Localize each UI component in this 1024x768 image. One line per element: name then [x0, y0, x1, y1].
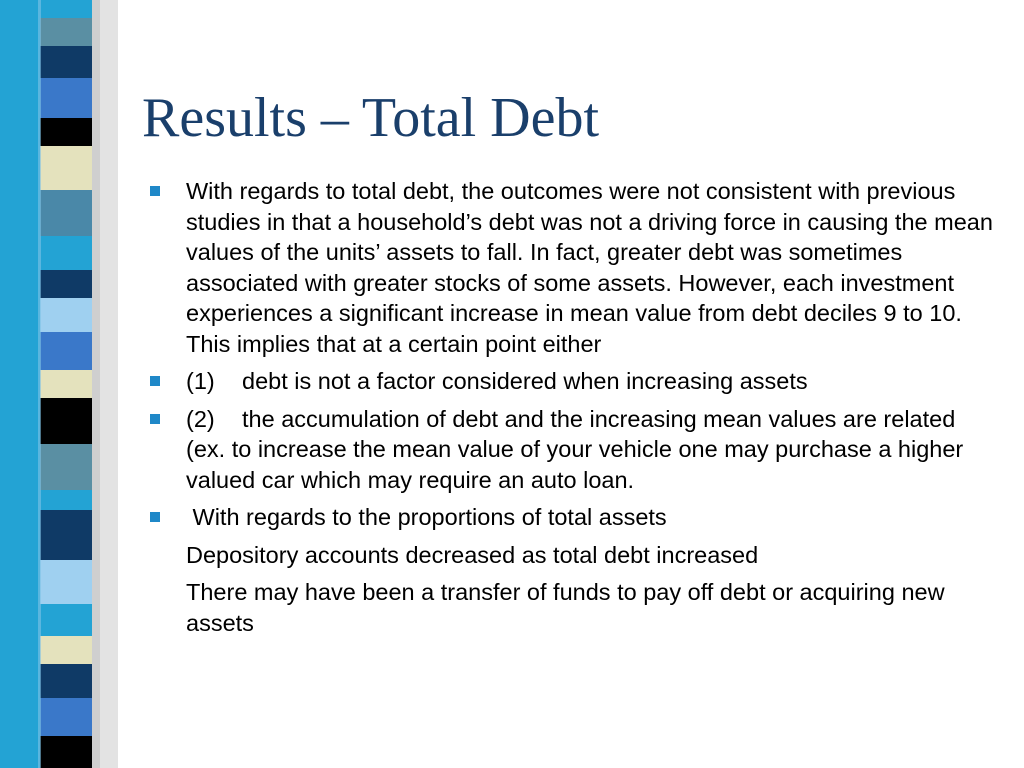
sub-point: [148, 577, 998, 638]
sub-point: [148, 540, 998, 571]
bullet-text: debt is not a factor considered when increasing assets: [242, 368, 808, 394]
bullet-item: [148, 404, 998, 496]
strip-outer: [0, 0, 42, 768]
bullet-marker: (2): [186, 405, 215, 432]
slide-body: [148, 176, 998, 645]
strip-blocks: [40, 0, 92, 768]
strip-shadow-inner: [92, 0, 100, 768]
bullet-marker: (1): [186, 368, 215, 394]
square-bullet-icon: [150, 414, 160, 424]
sub-point-text: Depository accounts decreased as total debt increased: [186, 541, 759, 568]
bullet-item: [148, 176, 998, 359]
bullet-text: the accumulation of debt and the increasing mean values are related (ex. to increase the mean value of your vehicle one may purchase a higher valued car which may require an auto loan.: [186, 405, 964, 493]
square-bullet-icon: [150, 512, 160, 522]
bullet-text: With regards to the proportions of total assets: [186, 504, 667, 530]
square-bullet-icon: [150, 376, 160, 386]
strip-seam: [38, 0, 41, 768]
sub-point-text: There may have been a transfer of funds to pay off debt or acquiring new assets: [186, 579, 945, 636]
square-bullet-icon: [150, 186, 160, 196]
slide-title: Results – Total Debt: [142, 87, 600, 149]
bullet-text: With regards to total debt, the outcomes were not consistent with previous studies in that a household’s debt was not a driving force in causing the mean values of the units’ assets to fall. In fact, greater debt was sometimes associated with greater stocks of some assets. However, each investment experiences a significant increase in mean value from debt deciles 9 to 10. This implies that at a certain point either: [186, 178, 993, 357]
bullet-item: [148, 502, 998, 533]
bullet-item: [148, 366, 998, 397]
decorative-color-strip: [0, 0, 118, 768]
